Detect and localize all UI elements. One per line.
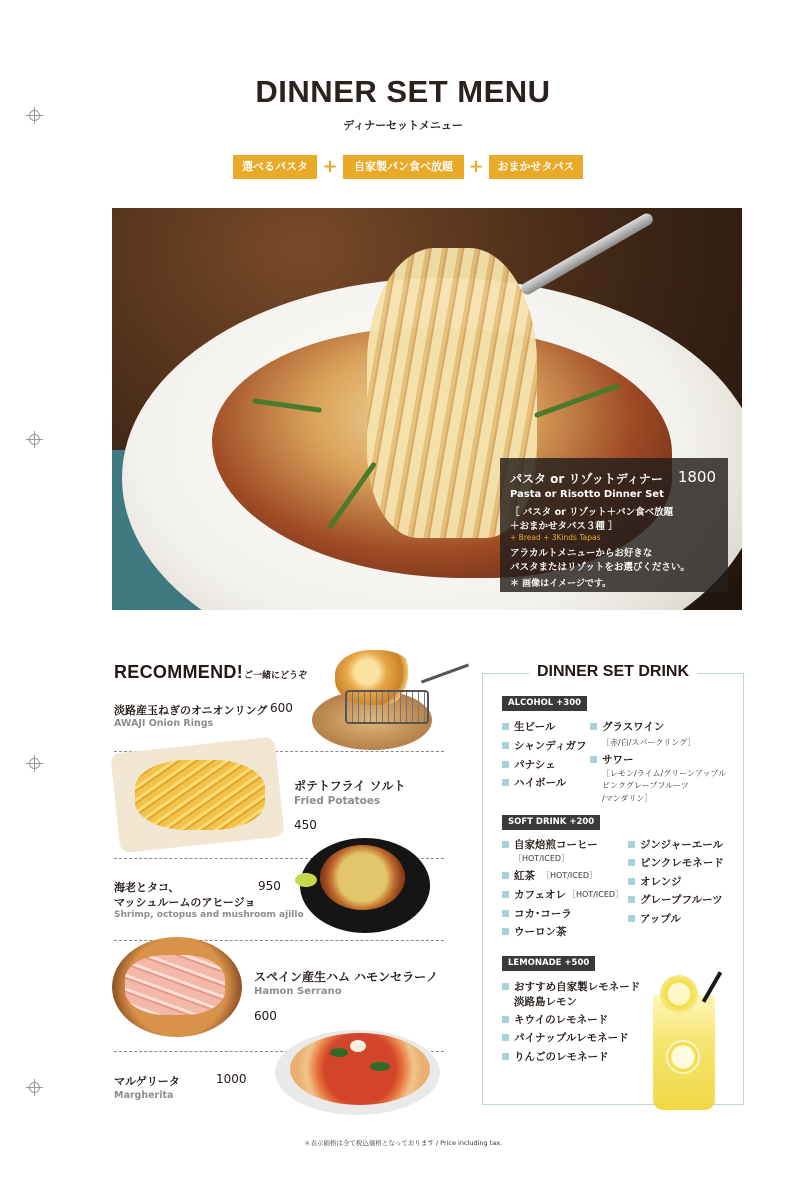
- sour-note: ピンクグレープフルーツ: [602, 781, 689, 790]
- drink-item: ジンジャーエール: [628, 837, 723, 852]
- registration-mark: [29, 758, 40, 769]
- ajillo-image: [320, 845, 405, 910]
- feature-pasta-badge: 選べるパスタ: [233, 155, 317, 179]
- tax-note: ＊表示価格は全て税込価格となっております / Price including tax.: [303, 1139, 503, 1147]
- dinner-set-instruction: アラカルトメニューからお好きな: [510, 548, 653, 559]
- ajillo-name-line1: 海老とタコ、: [114, 881, 180, 894]
- drink-item: ピンクレモネード: [628, 855, 724, 870]
- mozzarella: [350, 1040, 366, 1052]
- fry-basket-image: [345, 690, 429, 724]
- drink-item: ハイボール: [502, 775, 566, 790]
- registration-mark: [29, 1082, 40, 1093]
- dinner-set-detail: ［ パスタ or リゾット＋パン食べ放題: [510, 507, 674, 518]
- drink-item: パイナップルレモネード: [502, 1030, 629, 1045]
- basil-leaf: [330, 1048, 348, 1057]
- page-subtitle: ディナーセットメニュー: [343, 119, 463, 132]
- drink-item: グレープフルーツ: [628, 892, 723, 907]
- fries-price: 450: [294, 818, 317, 832]
- wine-note: ［赤/白/スパークリング］: [602, 738, 696, 747]
- drink-item: グラスワイン: [590, 719, 664, 734]
- onion-rings-name: 淡路産玉ねぎのオニオンリング: [114, 704, 268, 717]
- pasta-hero-image: [112, 208, 742, 610]
- drink-item: りんごのレモネード: [502, 1049, 609, 1064]
- dinner-set-name-en: Pasta or Risotto Dinner Set: [510, 489, 664, 500]
- dinner-set-detail-en: + Bread + 3Kinds Tapas: [510, 533, 601, 542]
- drink-item: カフェオレ: [502, 887, 566, 902]
- drink-item: オレンジ: [628, 874, 681, 889]
- lemon-slice-image: [660, 975, 698, 1013]
- lemon-slice-image: [666, 1040, 700, 1074]
- recommend-title: RECOMMEND!: [114, 662, 243, 682]
- drink-title-text: DINNER SET DRINK: [529, 663, 697, 680]
- margherita-price: 1000: [216, 1072, 247, 1086]
- jamon-name: スペイン産生ハム ハモンセラーノ: [254, 970, 438, 984]
- jamon-image: [125, 955, 225, 1015]
- drink-item: ウーロン茶: [502, 924, 567, 939]
- tea-note: ［HOT/ICED］: [542, 871, 598, 880]
- drink-item: コカ･コーラ: [502, 906, 572, 921]
- drink-item: サワー: [590, 752, 634, 767]
- drink-item: 自家焙煎コーヒー: [502, 837, 598, 852]
- drink-item: おすすめ自家製レモネード: [502, 979, 640, 994]
- feature-bread-badge: 自家製パン食べ放題: [343, 155, 464, 179]
- jamon-name-en: Hamon Serrano: [254, 986, 342, 997]
- registration-mark: [29, 434, 40, 445]
- plus-icon: +: [468, 156, 484, 177]
- image-note: ＊ 画像はイメージです。: [510, 579, 612, 589]
- soft-drink-header: SOFT DRINK +200: [502, 815, 600, 830]
- plus-icon: +: [322, 156, 338, 177]
- onion-rings-price: 600: [270, 701, 293, 715]
- dinner-set-name: パスタ or リゾットディナー: [510, 472, 663, 486]
- recommend-subtitle: ご一緒にどうぞ: [244, 671, 308, 681]
- coffee-note: ［HOT/ICED］: [514, 854, 570, 863]
- lemonade-header: LEMONADE +500: [502, 956, 595, 971]
- drink-item: 紅茶: [502, 868, 535, 883]
- drink-item: 生ビール: [502, 719, 555, 734]
- cafeaulait-note: ［HOT/ICED］: [568, 890, 624, 899]
- ajillo-name-line2: マッシュルームのアヒージョ: [114, 896, 256, 909]
- fries-image: [135, 760, 265, 830]
- dinner-set-detail: ＋おまかせタパス３種 ］: [510, 521, 618, 532]
- ajillo-name-en: Shrimp, octopus and mushroom ajillo: [114, 910, 304, 920]
- basket-handle: [421, 664, 469, 684]
- fork-icon: [519, 211, 655, 296]
- drink-item: キウイのレモネード: [502, 1012, 608, 1027]
- lime-image: [295, 873, 317, 887]
- dinner-set-instruction: パスタまたはリゾットをお選びください。: [510, 562, 690, 573]
- sour-note: /マンダリン］: [602, 794, 653, 803]
- dinner-set-price: 1800: [677, 468, 716, 486]
- jamon-price: 600: [254, 1009, 277, 1023]
- page-title: DINNER SET MENU: [255, 74, 551, 109]
- drink-title: [482, 663, 744, 681]
- dinner-set-caption: [500, 458, 728, 592]
- onion-rings-name-en: AWAJI Onion Rings: [114, 718, 214, 729]
- basil-leaf: [370, 1062, 390, 1071]
- ajillo-price: 950: [258, 879, 281, 893]
- feature-tapas-badge: おまかせタパス: [489, 155, 583, 179]
- fries-name: ポテトフライ ソルト: [294, 779, 406, 793]
- drink-item: シャンディガフ: [502, 738, 586, 753]
- sour-note: ［レモン/ライム/グリーンアップル: [602, 769, 727, 778]
- margherita-name-en: Margherita: [114, 1090, 174, 1101]
- alcohol-header: ALCOHOL +300: [502, 696, 587, 711]
- lemonade-note: 淡路島レモン: [514, 996, 577, 1008]
- drink-item: アップル: [628, 911, 681, 926]
- drink-item: パナシェ: [502, 757, 556, 772]
- margherita-name: マルゲリータ: [114, 1075, 180, 1088]
- fries-name-en: Fried Potatoes: [294, 795, 381, 807]
